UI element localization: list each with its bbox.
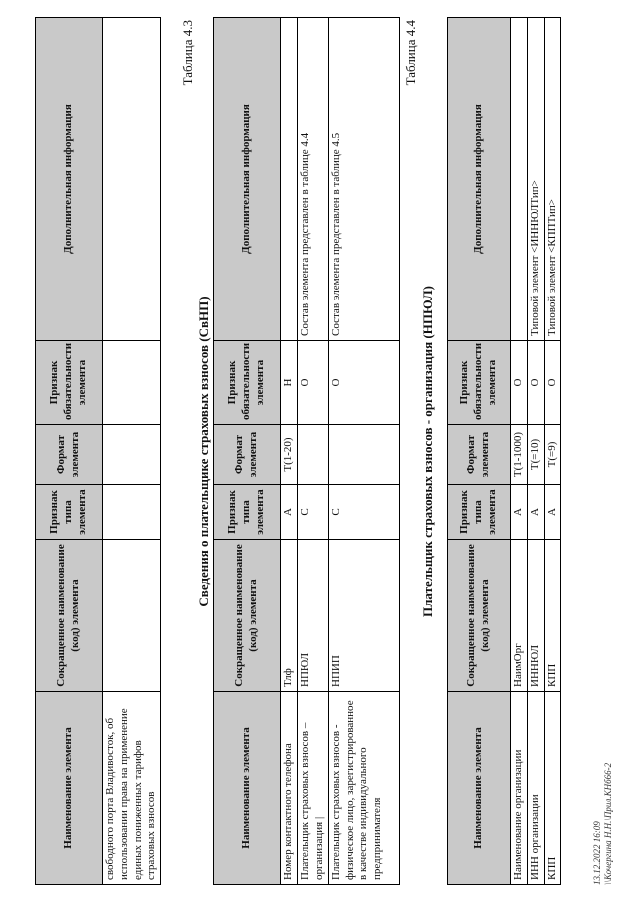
table-caption: Таблица 4.4 <box>403 20 418 86</box>
table-cell: С <box>297 485 328 540</box>
table-cell <box>103 341 161 425</box>
table-cell <box>103 540 161 692</box>
table-cell: ИНН организации <box>527 692 544 885</box>
column-header: Наименование элемента <box>448 692 511 885</box>
column-header: Признак обязательности элемента <box>448 341 511 425</box>
table-cell <box>103 18 161 341</box>
table-cell: Тлф <box>281 540 298 692</box>
column-header: Признак типа элемента <box>448 485 511 540</box>
footer-date: 13.12.2022 16:09 <box>592 821 602 885</box>
table-cell: ИННЮЛ <box>527 540 544 692</box>
column-header: Сокращенное наименование (код) элемента <box>36 540 103 692</box>
column-header: Признак типа элемента <box>214 485 281 540</box>
table-row <box>328 18 399 885</box>
table-cell: свободного порта Владивосток, об использовании права на применение единых пониженных тарифов страховых взносов <box>103 692 161 885</box>
table-header-row <box>448 18 511 885</box>
table-cell: Типовой элемент <КППТип> <box>544 18 561 341</box>
section-title: Сведения о плательщике страховых взносов (СвНП) <box>196 296 211 607</box>
table-cell <box>511 18 528 341</box>
table-cell: Наименование организации <box>511 692 528 885</box>
table-row <box>103 18 161 885</box>
table-cell <box>103 425 161 485</box>
table-caption: Таблица 4.3 <box>180 20 195 86</box>
table-cell: А <box>527 485 544 540</box>
table-cell <box>103 485 161 540</box>
table-cell: Плательщик страховых взносов - физическое лицо, зарегистрированное в качестве индивидуального предпринимателя <box>328 692 399 885</box>
table-cell: С <box>328 485 399 540</box>
table-cell: T(1-20) <box>281 425 298 485</box>
column-header: Формат элемента <box>36 425 103 485</box>
column-header: Сокращенное наименование (код) элемента <box>214 540 281 692</box>
table-cell: Н <box>281 341 298 425</box>
table-cell: Типовой элемент <ИННЮЛТип> <box>527 18 544 341</box>
table-cell: О <box>328 341 399 425</box>
table-cell: T(1-1000) <box>511 425 528 485</box>
column-header: Признак обязательности элемента <box>214 341 281 425</box>
table-cell: НаимОрг <box>511 540 528 692</box>
table-cell: А <box>281 485 298 540</box>
table-cell <box>328 425 399 485</box>
table-row <box>297 18 328 885</box>
table-cell: Плательщик страховых взносов – организация | <box>297 692 328 885</box>
table-cell: КПП <box>544 540 561 692</box>
table-cell: Состав элемента представлен в таблице 4.4 <box>297 18 328 341</box>
column-header: Наименование элемента <box>214 692 281 885</box>
table-cell: О <box>297 341 328 425</box>
column-header: Дополнительная информация <box>448 18 511 341</box>
table-cell: НПЮЛ <box>297 540 328 692</box>
column-header: Дополнительная информация <box>214 18 281 341</box>
table-cell: T(=9) <box>544 425 561 485</box>
table-cell: Состав элемента представлен в таблице 4.5 <box>328 18 399 341</box>
table-cell: T(=10) <box>527 425 544 485</box>
table-row <box>511 18 528 885</box>
table-cell <box>281 18 298 341</box>
section-title: Плательщик страховых взносов - организация (НПЮЛ) <box>420 286 435 617</box>
table-cell: О <box>527 341 544 425</box>
footer-code: \\Кочергина Н.Н.\Прил.КНб66-2 <box>602 762 613 885</box>
table-cell: А <box>544 485 561 540</box>
column-header: Формат элемента <box>448 425 511 485</box>
table-continuation <box>35 17 161 885</box>
table-4-4 <box>447 17 561 885</box>
table-cell: А <box>511 485 528 540</box>
column-header: Признак типа элемента <box>36 485 103 540</box>
table-cell: КПП <box>544 692 561 885</box>
table-header-row <box>36 18 103 885</box>
table-cell: О <box>511 341 528 425</box>
footer-stamp <box>592 763 614 885</box>
column-header: Наименование элемента <box>36 692 103 885</box>
table-row <box>281 18 298 885</box>
table-4-3 <box>213 17 400 885</box>
table-cell: Номер контактного телефона <box>281 692 298 885</box>
column-header: Сокращенное наименование (код) элемента <box>448 540 511 692</box>
table-header-row <box>214 18 281 885</box>
table-row <box>527 18 544 885</box>
table-cell <box>297 425 328 485</box>
column-header: Признак обязательности элемента <box>36 341 103 425</box>
table-cell: НПИП <box>328 540 399 692</box>
table-cell: О <box>544 341 561 425</box>
column-header: Дополнительная информация <box>36 18 103 341</box>
column-header: Формат элемента <box>214 425 281 485</box>
table-row <box>544 18 561 885</box>
